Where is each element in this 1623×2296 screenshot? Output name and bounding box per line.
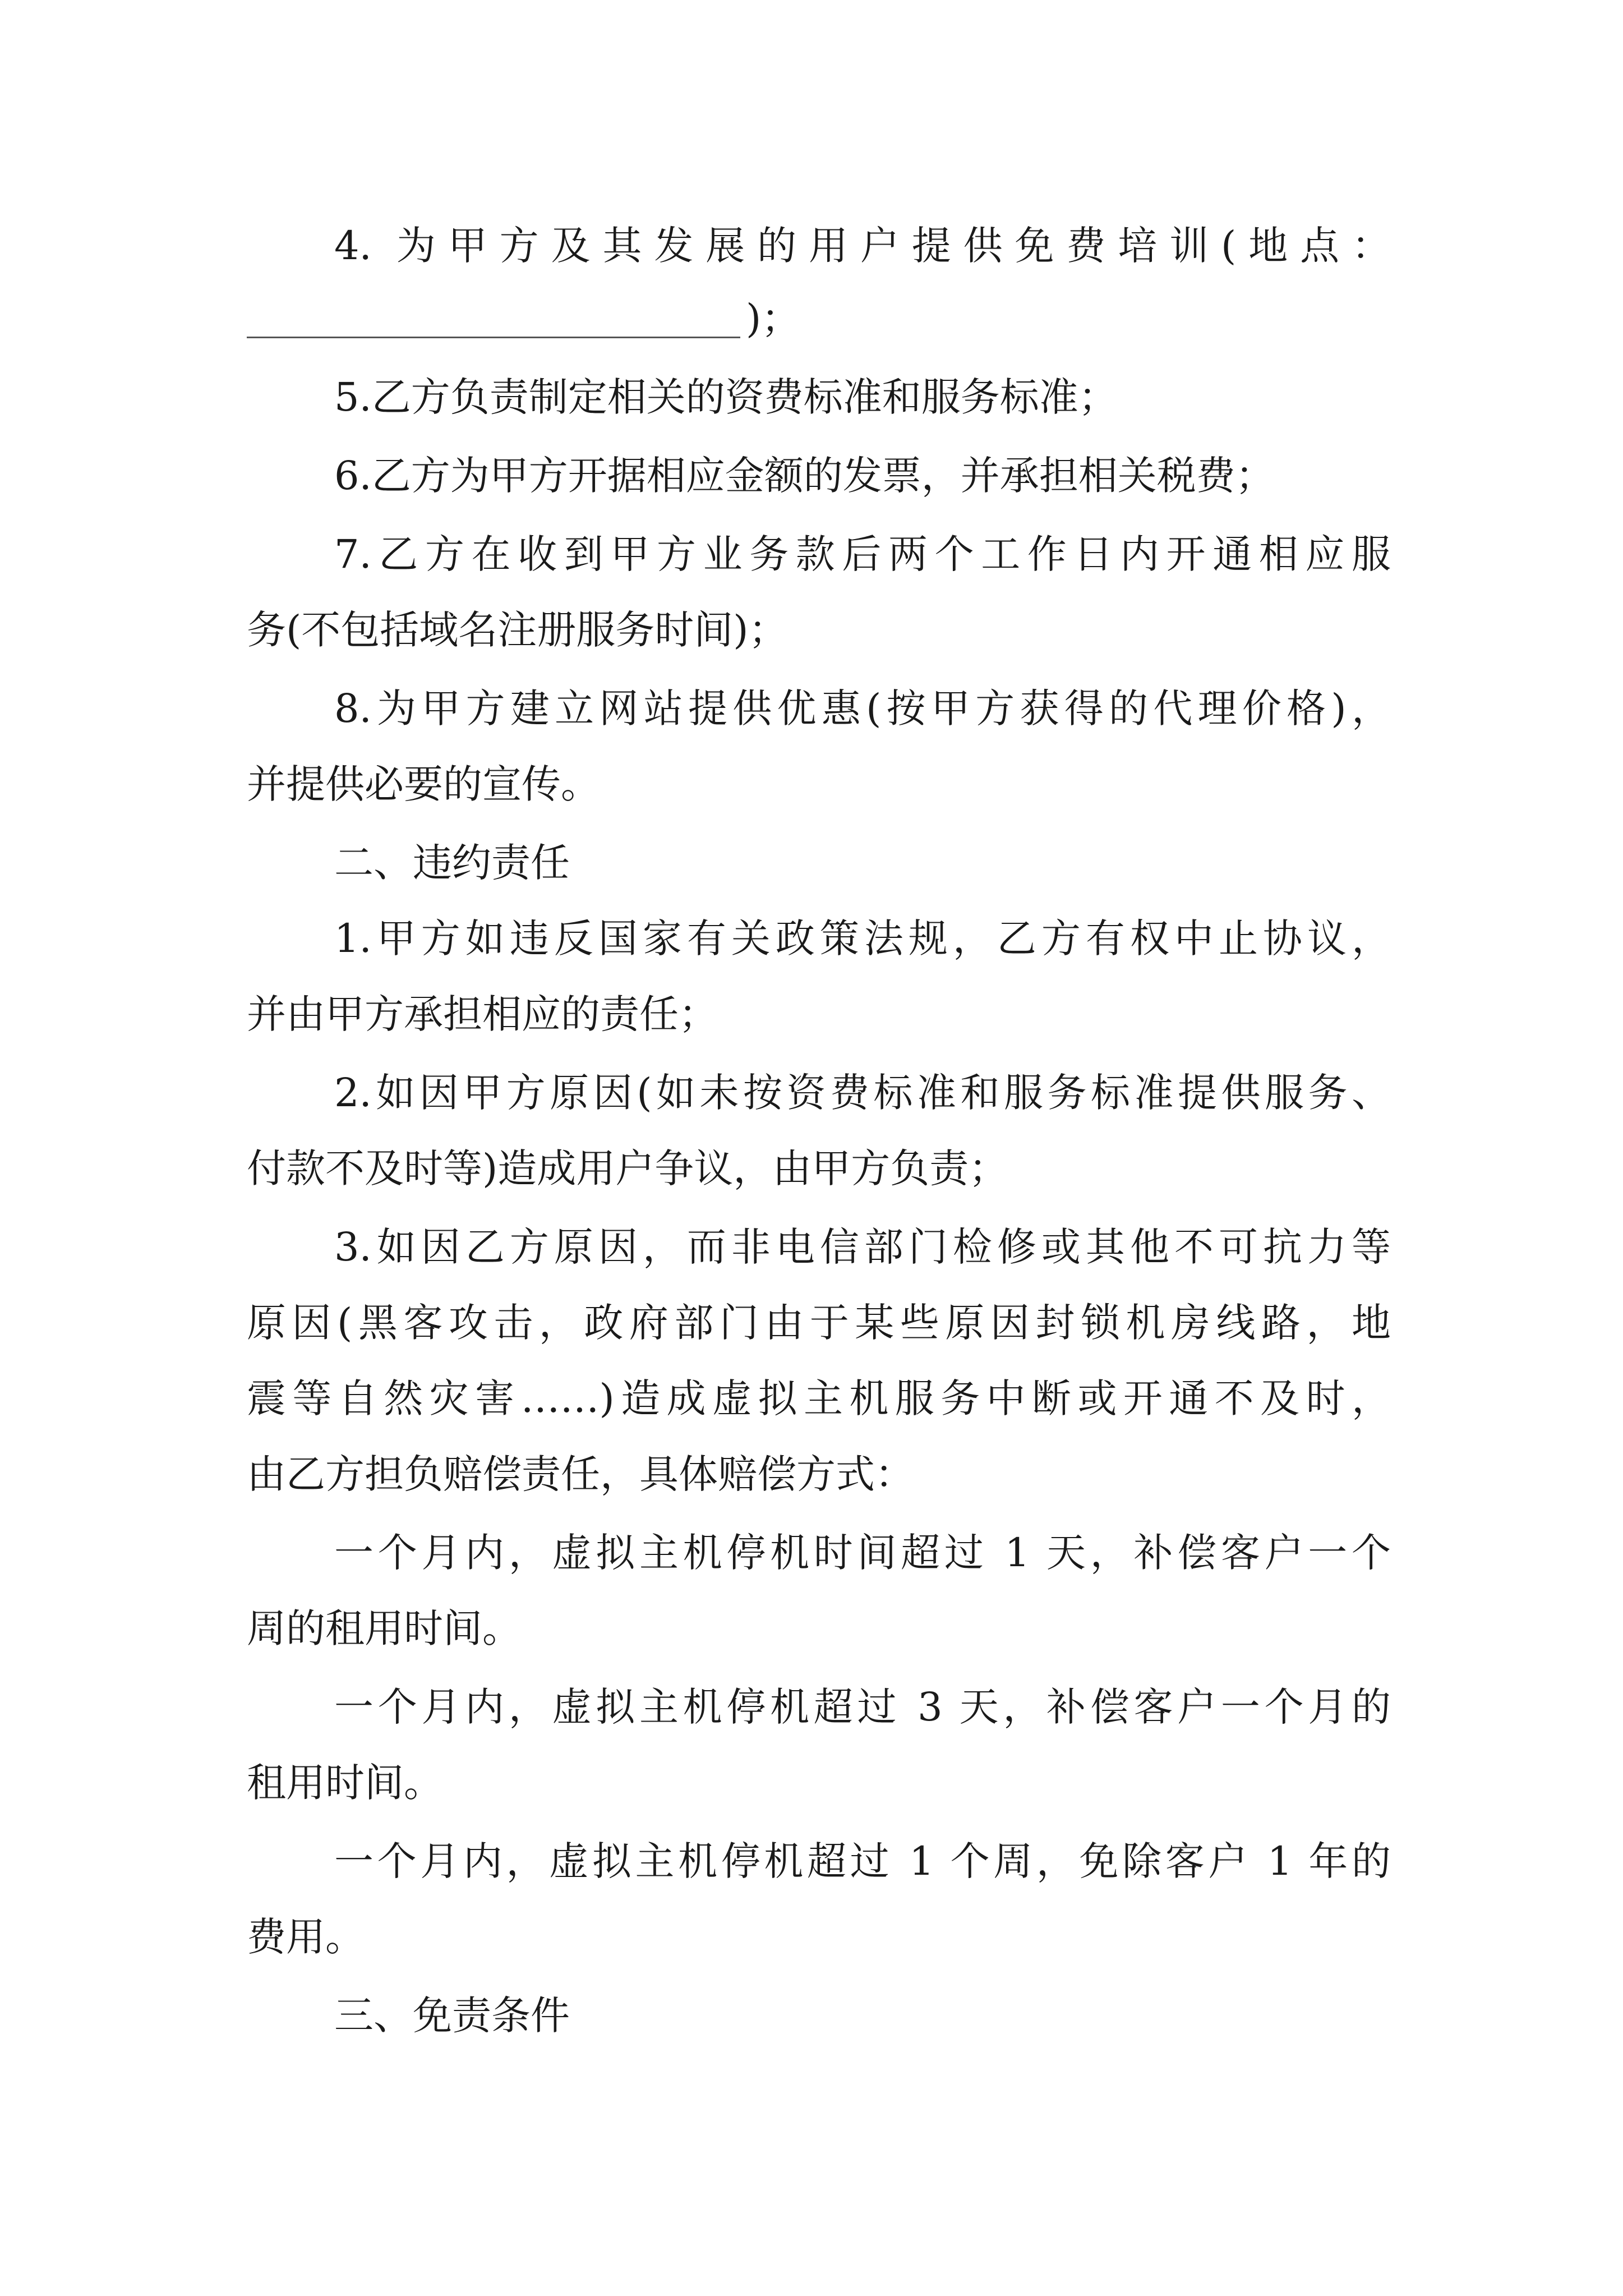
clause-4-line-2: )； — [746, 296, 801, 342]
compensation-2-line-2: 租用时间。 — [247, 1760, 443, 1806]
breach-3-line-4: 由乙方担负赔偿责任，具体赔偿方式： — [247, 1451, 914, 1497]
compensation-2-line-1: 一个月内，虚拟主机停机超过 3 天，补偿客户一个月的 — [334, 1684, 1391, 1730]
clause-7-line-1: 7.乙方在收到甲方业务款后两个工作日内开通相应服 — [334, 531, 1391, 577]
compensation-1-line-1: 一个月内，虚拟主机停机时间超过 1 天，补偿客户一个 — [334, 1530, 1391, 1576]
section-heading-exemption-conditions: 三、免责条件 — [334, 1993, 570, 2039]
breach-1-line-2: 并由甲方承担相应的责任； — [247, 991, 718, 1037]
clause-6: 6.乙方为甲方开据相应金额的发票，并承担相关税费； — [334, 453, 1275, 499]
clause-7-line-2: 务(不包括域名注册服务时间)； — [247, 607, 788, 653]
compensation-3-line-2: 费用。 — [247, 1914, 365, 1960]
breach-2-line-1: 2.如因甲方原因(如未按资费标准和服务标准提供服务、 — [334, 1070, 1391, 1116]
breach-3-line-1: 3.如因乙方原因，而非电信部门检修或其他不可抗力等 — [334, 1224, 1391, 1270]
clause-4-line-1: 4. 为甲方及其发展的用户提供免费培训(地点： — [334, 223, 1391, 269]
compensation-1-line-2: 周的租用时间。 — [247, 1605, 522, 1651]
clause-8-line-1: 8.为甲方建立网站提供优惠(按甲方获得的代理价格)， — [334, 685, 1391, 731]
clause-8-line-2: 并提供必要的宣传。 — [247, 761, 600, 807]
breach-2-line-2: 付款不及时等)造成用户争议，由甲方负责； — [247, 1145, 1008, 1191]
section-heading-breach-liability: 二、违约责任 — [334, 840, 570, 886]
location-blank-underline — [247, 337, 740, 338]
breach-1-line-1: 1.甲方如违反国家有关政策法规，乙方有权中止协议， — [334, 915, 1391, 961]
compensation-3-line-1: 一个月内，虚拟主机停机超过 1 个周，免除客户 1 年的 — [334, 1838, 1391, 1884]
clause-5: 5.乙方负责制定相关的资费标准和服务标准； — [334, 374, 1118, 420]
breach-3-line-3: 震等自然灾害……)造成虚拟主机服务中断或开通不及时， — [247, 1375, 1391, 1421]
breach-3-line-2: 原因(黑客攻击，政府部门由于某些原因封锁机房线路，地 — [247, 1300, 1391, 1346]
